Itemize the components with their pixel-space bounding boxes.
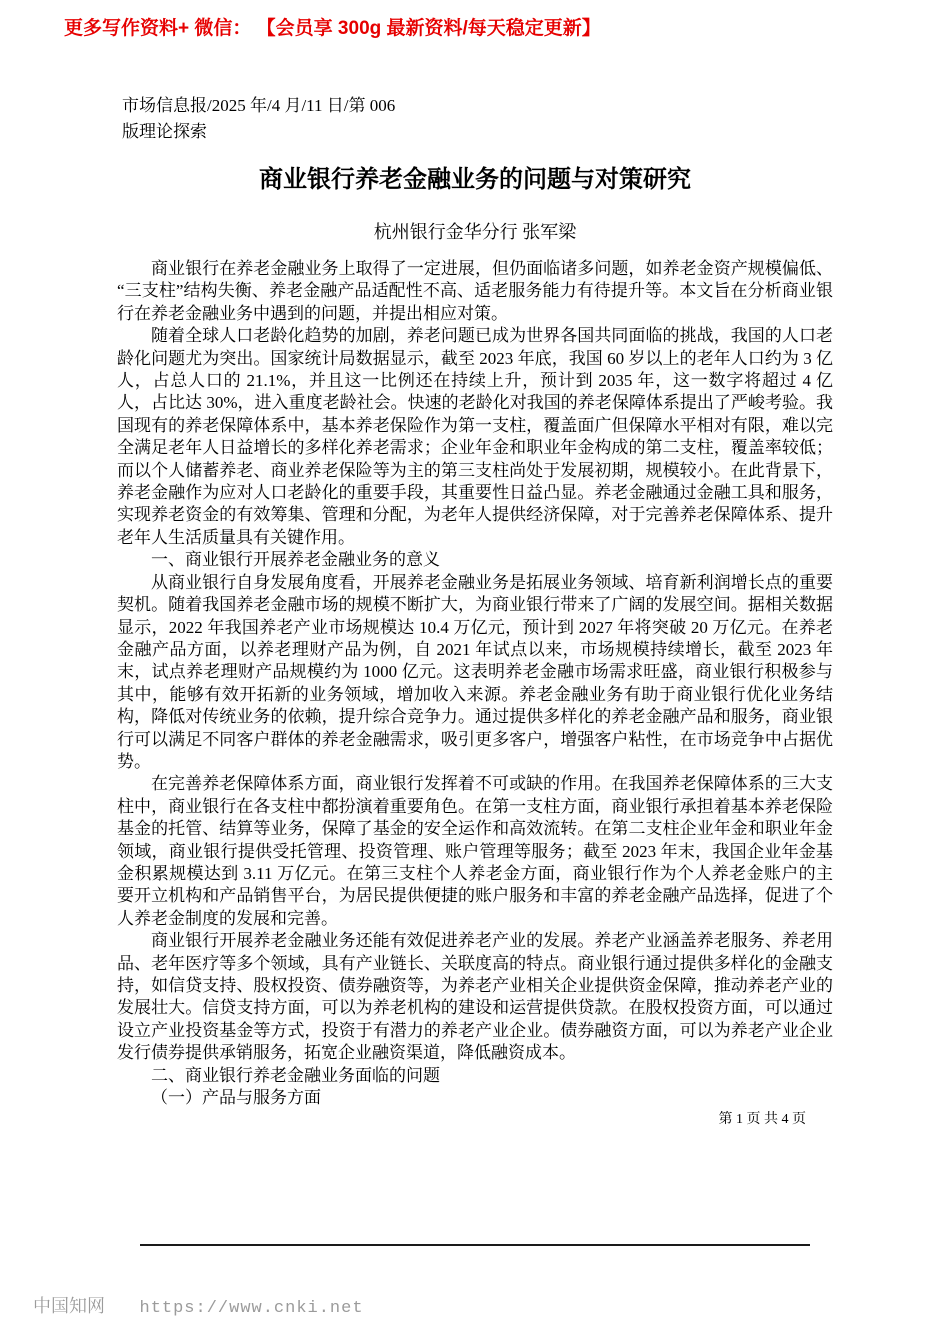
paragraph-pension-industry: 商业银行开展养老金融业务还能有效促进养老产业的发展。养老产业涵盖养老服务、养老用品、老年医疗等多个领域，具有产业链长、关联度高的特点。商业银行通过提供多样化的金融支持，如信贷支持、股权投资、债券融资等，为养老产业相关企业提供资金保障，推动养老产业的发展壮大。信贷支持方面，可以为养老机构的建设和运营提供贷款。在股权投资方面，可以通过设立产业投资基金等方式，投资于有潜力的养老产业企业。债券融资方面，可以为养老产业企业发行债券提供承销服务，拓宽企业融资渠道，降低融资成本。 (117, 931, 833, 1063)
cnki-logo-text: 中国知网 (33, 1296, 105, 1316)
promo-banner: 更多写作资料+ 微信： 【会员享 300g 最新资料/每天稳定更新】 (64, 18, 601, 39)
section-heading-significance: 一、商业银行开展养老金融业务的意义 (151, 550, 440, 570)
article-body (117, 258, 833, 1109)
subsection-heading-products-services: （一）产品与服务方面 (151, 1088, 321, 1108)
page-indicator: 第 1 页 共 4 页 (718, 1112, 806, 1127)
footer-divider (140, 1244, 810, 1246)
paragraph-abstract: 商业银行在养老金融业务上取得了一定进展，但仍面临诸多问题，如养老金资产规模偏低、“三支柱”结构失衡、养老金融产品适配性不高、适老服务能力有待提升等。本文旨在分析商业银行在养老金融业务中遇到的问题，并提出相应对策。 (117, 259, 833, 323)
section-heading-problems: 二、商业银行养老金融业务面临的问题 (151, 1065, 440, 1085)
article-author: 杭州银行金华分行 张军梁 (373, 222, 577, 242)
cnki-watermark (33, 1292, 364, 1318)
paragraph-bank-development: 从商业银行自身发展角度看，开展养老金融业务是拓展业务领域、培育新利润增长点的重要契机。随着我国养老金融市场的规模不断扩大，为商业银行带来了广阔的发展空间。据相关数据显示，2022 年我国养老产业市场规模达 10.4 万亿元，预计到 2027 年将突破 20 万亿元。在养老金融产品方面，以养老理财产品为例，自 2021 年试点以来，市场规模持续增长，截至 2023 年末，试点养老理财产品规模约为 1000 亿元。这表明养老金融市场需求旺盛，商业银行积极参与其中，能够有效开拓新的业务领域，增加收入来源。养老金融业务有助于商业银行优化业务结构，降低对传统业务的依赖，提升综合竞争力。通过提供多样化的养老金融产品和服务，商业银行可以满足不同客户群体的养老金融需求，吸引更多客户，增强客户粘性，在市场竞争中占据优势。 (117, 572, 833, 771)
paragraph-introduction: 随着全球人口老龄化趋势的加剧，养老问题已成为世界各国共同面临的挑战，我国的人口老龄化问题尤为突出。国家统计局数据显示，截至 2023 年底，我国 60 岁以上的老年人口约为 3 亿人，占总人口的 21.1%，并且这一比例还在持续上升，预计到 2035 年，这一数字将超过 4 亿人，占比达 30%，进入重度老龄社会。快速的老龄化对我国的养老保障体系提出了严峻考验。我国现有的养老保障体系中，基本养老保险作为第一支柱，覆盖面广但保障水平相对有限，难以完全满足老年人日益增长的多样化养老需求；企业年金和职业年金构成的第二支柱，覆盖率较低；而以个人储蓄养老、商业养老保险等为主的第三支柱尚处于发展初期，规模较小。在此背景下，养老金融作为应对人口老龄化的重要手段，其重要性日益凸显。养老金融通过金融工具和服务，实现养老资金的有效筹集、管理和分配，为老年人提供经济保障，对于完善养老保障体系、提升老年人生活质量具有关键作用。 (117, 326, 833, 547)
cnki-url: https://www.cnki.net (139, 1299, 364, 1318)
article-title: 商业银行养老金融业务的问题与对策研究 (259, 166, 691, 193)
paragraph-pension-system: 在完善养老保障体系方面，商业银行发挥着不可或缺的作用。在我国养老保障体系的三大支柱中，商业银行在各支柱中都扮演着重要角色。在第一支柱方面，商业银行承担着基本养老保险基金的托管、结算等业务，保障了基金的安全运作和高效流转。在第二支柱企业年金和职业年金领域，商业银行提供受托管理、投资管理、账户管理等服务；截至 2023 年末，我国企业年金基金积累规模达到 3.11 万亿元。在第三支柱个人养老金方面，商业银行作为个人养老金账户的主要开立机构和产品销售平台，为居民提供便捷的账户服务和丰富的养老金融产品选择，促进了个人养老金制度的发展和完善。 (117, 774, 833, 928)
source-header-line1: 市场信息报/2025 年/4 月/11 日/第 006 (122, 96, 396, 115)
source-header (122, 93, 395, 145)
source-header-line2: 版理论探索 (122, 122, 207, 141)
